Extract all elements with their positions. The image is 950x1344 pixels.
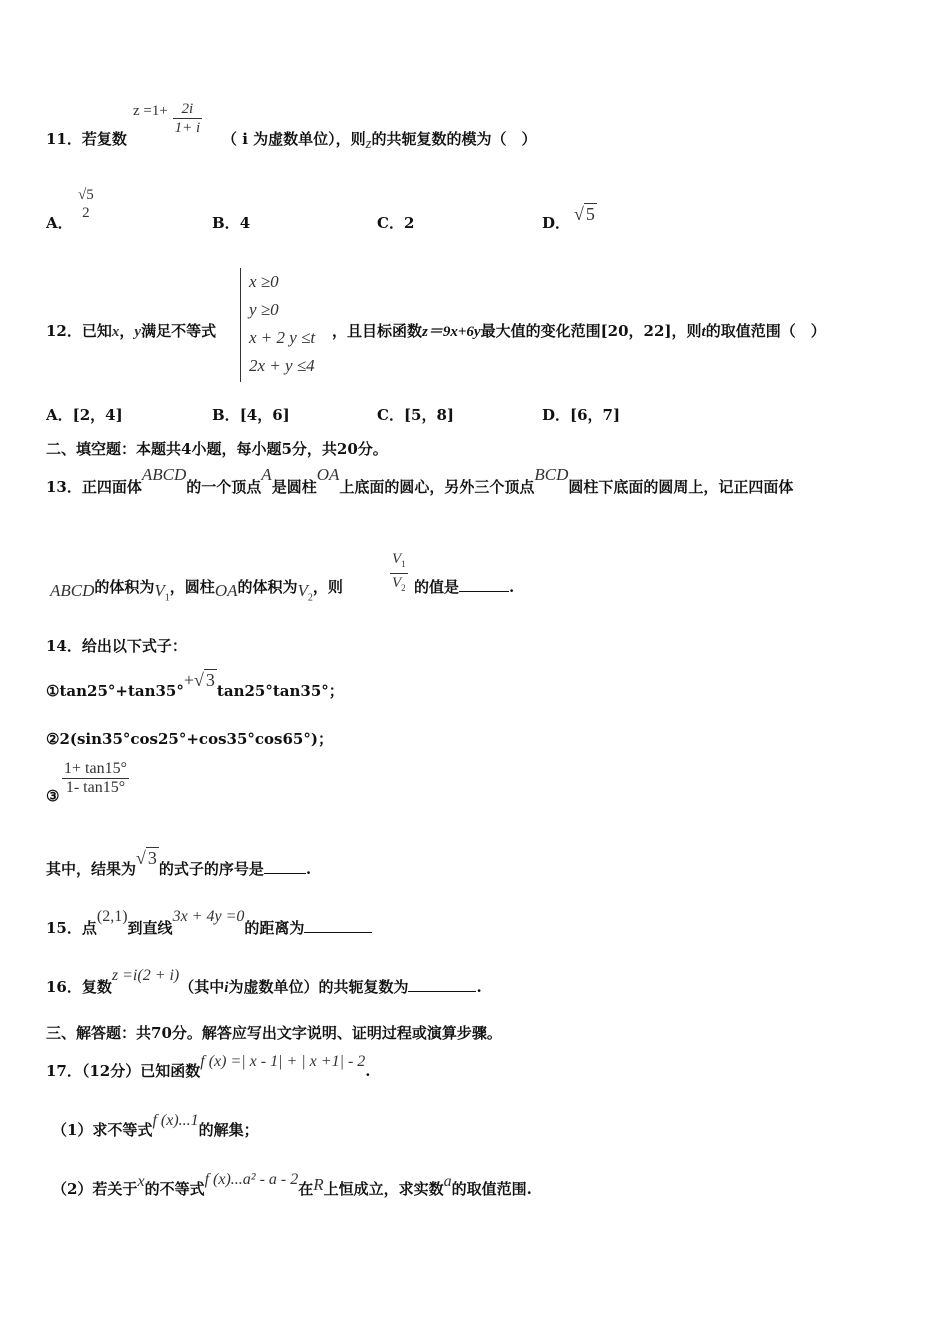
q16-period: . bbox=[476, 978, 482, 996]
q13-line1 bbox=[46, 465, 794, 497]
q11-option-b-label: B． bbox=[212, 214, 240, 232]
q13-end bbox=[414, 576, 514, 597]
q15-t1: 点 bbox=[81, 919, 97, 937]
q11-option-a-den: 2 bbox=[82, 205, 90, 221]
q13-v2-letter: V bbox=[297, 581, 308, 600]
q12-number: 12． bbox=[46, 322, 82, 340]
q15-answer-blank[interactable] bbox=[304, 932, 372, 933]
q11-frac-den: 1+ i bbox=[174, 120, 201, 136]
q12-ineq-2: y ≥0 bbox=[249, 300, 279, 319]
q14-item1-a: ①tan25°+tan35° bbox=[46, 682, 184, 700]
q14-item1-radicand: 3 bbox=[205, 670, 215, 690]
q13-v1-sub: 1 bbox=[164, 592, 170, 604]
q12-option-a-text: [2，4] bbox=[72, 406, 123, 424]
q14-result-a: 其中，结果为 bbox=[46, 860, 137, 878]
q13-t1: 正四面体 bbox=[81, 478, 142, 496]
q11-z-var: z bbox=[365, 136, 372, 152]
q16 bbox=[46, 967, 482, 997]
q12-comma: ， bbox=[119, 322, 135, 340]
q14-item3-fraction bbox=[62, 760, 129, 797]
q13-t8: 的体积为 bbox=[237, 578, 298, 596]
q11-fraction bbox=[173, 100, 203, 137]
q14-result bbox=[46, 848, 312, 879]
q14-item3-den: 1- tan15° bbox=[65, 779, 126, 796]
q11-option-d-sqrt: √ 5 bbox=[574, 204, 595, 224]
section3-heading: 三、解答题：共70分。解答应写出文字说明、证明过程或演算步骤。 bbox=[46, 1024, 502, 1042]
q15-number: 15． bbox=[46, 919, 82, 937]
q15 bbox=[46, 908, 372, 938]
q14-item1-plus: + bbox=[183, 670, 195, 690]
q16-expr: z =i(2 + i) bbox=[111, 967, 180, 984]
q16-answer-blank[interactable] bbox=[408, 991, 476, 992]
q17-p1-b: 的解集； bbox=[198, 1121, 259, 1139]
q11-i-note: （ i 为虚数单位），则 bbox=[222, 130, 366, 148]
q12-option-d-label: D． bbox=[542, 406, 571, 424]
q12-text-c: ，且目标函数 bbox=[332, 322, 423, 340]
q13-t5: 圆柱下底面的圆周上，记正四面体 bbox=[568, 478, 794, 496]
q14-result-radicand: 3 bbox=[147, 848, 157, 868]
q13-oa2: OA bbox=[214, 581, 238, 600]
q17-score: （12分）已知函数 bbox=[81, 1062, 201, 1080]
q13-ratio-den-sub: 2 bbox=[401, 583, 406, 593]
q17-part2 bbox=[52, 1171, 532, 1199]
q17-p2-a-var: a bbox=[443, 1173, 452, 1190]
q16-i: i bbox=[224, 980, 229, 996]
q17-p2-e: 的取值范围. bbox=[451, 1180, 532, 1198]
q12-option-b-text: [4，6] bbox=[239, 406, 290, 424]
q11-option-c-label: C． bbox=[377, 214, 404, 232]
q13-ratio bbox=[390, 550, 408, 597]
q14-item3-num: 1+ tan15° bbox=[64, 760, 127, 777]
q14-result-sqrt: √ 3 bbox=[136, 848, 157, 868]
q12-inequality-system bbox=[240, 268, 315, 382]
q12-text-a: 已知 bbox=[81, 322, 112, 340]
q14-item1-b: tan25°tan35°； bbox=[216, 682, 344, 700]
q13-t4: 上底面的圆心，另外三个顶点 bbox=[339, 478, 535, 496]
q13-number: 13． bbox=[46, 478, 82, 496]
q11-option-d-label: D． bbox=[542, 214, 571, 232]
q17-p2-d: 上恒成立，求实数 bbox=[323, 1180, 444, 1198]
q12-t: t bbox=[701, 324, 706, 340]
q16-t1: 复数 bbox=[81, 978, 112, 996]
q12-option-b bbox=[212, 404, 290, 425]
section2-heading: 二、填空题：本题共4小题，每小题5分，共20分。 bbox=[46, 440, 388, 458]
q11-option-d-radicand: 5 bbox=[585, 204, 595, 224]
q12-option-c bbox=[377, 404, 454, 425]
q11-eq-lhs: z =1+ bbox=[133, 102, 168, 119]
q11-option-d bbox=[542, 212, 570, 233]
q12-ineq-1: x ≥0 bbox=[249, 272, 279, 291]
q12-text-d: 最大值的变化范围[20，22]，则 bbox=[480, 322, 702, 340]
q13-ratio-den-letter: V bbox=[392, 575, 402, 591]
q15-t2: 到直线 bbox=[127, 919, 173, 937]
q11-equation bbox=[133, 100, 202, 137]
q13-oa: OA bbox=[316, 465, 340, 484]
q13-t2: 的一个顶点 bbox=[186, 478, 262, 496]
q11-option-c bbox=[377, 212, 414, 233]
q14-item1 bbox=[46, 670, 344, 701]
q17-stem bbox=[46, 1053, 371, 1081]
q15-t3: 的距离为 bbox=[244, 919, 305, 937]
q12-ineq-4: 2x + y ≤4 bbox=[249, 356, 315, 375]
q12-y: y bbox=[134, 324, 142, 340]
q16-t2: （其中 bbox=[179, 978, 225, 996]
q17-p2-b: 的不等式 bbox=[144, 1180, 205, 1198]
q16-number: 16． bbox=[46, 978, 82, 996]
q12-x: x bbox=[111, 324, 120, 340]
q14-result-b: 的式子的序号是 bbox=[158, 860, 264, 878]
q17-p2-a: （2）若关于 bbox=[52, 1180, 138, 1198]
q17-p1-a: （1）求不等式 bbox=[52, 1121, 153, 1139]
q14-item1-sqrt: +√ 3 bbox=[183, 670, 215, 690]
q14-period: . bbox=[305, 860, 312, 878]
q17-p1-expr: f (x)...1 bbox=[152, 1112, 199, 1129]
q11-option-a-num: √5 bbox=[78, 187, 94, 203]
q13-abcd: ABCD bbox=[141, 465, 187, 484]
q13-v2 bbox=[297, 581, 313, 604]
q13-t6: 的体积为 bbox=[94, 578, 155, 596]
q15-line-eq: 3x + 4y =0 bbox=[172, 908, 245, 925]
q13-bcd: BCD bbox=[534, 465, 569, 484]
q12-option-a-label: A． bbox=[46, 406, 73, 424]
q11-tail bbox=[222, 128, 537, 152]
q13-ratio-den bbox=[390, 574, 408, 597]
q13-t10: 的值是 bbox=[414, 578, 460, 596]
q11-option-a-fraction bbox=[76, 186, 96, 222]
q12-option-a bbox=[46, 404, 123, 425]
q17-p2-expr: f (x)...a² - a - 2 bbox=[204, 1171, 299, 1188]
q13-v2-sub: 2 bbox=[307, 592, 313, 604]
q13-ratio-num-sub: 1 bbox=[401, 559, 406, 569]
q13-abcd2: ABCD bbox=[50, 581, 95, 600]
q13-v1 bbox=[154, 581, 170, 604]
q11-option-b-text: 4 bbox=[239, 214, 251, 232]
q12-stem bbox=[46, 320, 216, 341]
q12-objective: z＝9x+6y bbox=[422, 324, 481, 340]
q11-number: 11． bbox=[46, 130, 82, 148]
q14-item3-mark: ③ bbox=[46, 787, 60, 805]
q12-option-c-label: C． bbox=[377, 406, 404, 424]
q13-ratio-num-letter: V bbox=[392, 551, 402, 567]
q12-option-d-text: [6，7] bbox=[570, 406, 621, 424]
q17-period: . bbox=[365, 1062, 371, 1080]
q17-p2-x: x bbox=[137, 1173, 145, 1190]
q11-option-b bbox=[212, 212, 250, 233]
q15-point: (2,1) bbox=[96, 908, 128, 925]
q13-answer-blank[interactable] bbox=[459, 591, 509, 592]
q11-frac-num: 2i bbox=[173, 100, 203, 119]
q17-p2-r: R bbox=[313, 1175, 324, 1194]
q17-part1 bbox=[52, 1112, 259, 1140]
q12-text-b: 满足不等式 bbox=[141, 322, 217, 340]
q12-text-e: 的取值范围（ ） bbox=[705, 322, 826, 340]
q11-option-a-label: A． bbox=[46, 214, 73, 232]
q17-number: 17． bbox=[46, 1062, 82, 1080]
q13-t7: ，圆柱 bbox=[169, 578, 215, 596]
q14-answer-blank[interactable] bbox=[264, 873, 306, 874]
q14-item2: ②2(sin35°cos25°+cos35°cos65°)； bbox=[46, 730, 333, 748]
q13-t3: 是圆柱 bbox=[271, 478, 317, 496]
q13-t9: ，则 bbox=[312, 578, 343, 596]
q13-a: A bbox=[261, 465, 272, 484]
q13-v1-letter: V bbox=[154, 581, 165, 600]
q11-prefix: 若复数 bbox=[81, 130, 127, 148]
q12-option-c-text: [5，8] bbox=[403, 406, 455, 424]
q13-line2 bbox=[50, 576, 343, 604]
q13-ratio-num bbox=[390, 550, 408, 574]
q12-option-d bbox=[542, 404, 620, 425]
q13-period: . bbox=[509, 578, 515, 596]
q11-option-a bbox=[46, 212, 73, 233]
q17-func: f (x) =| x - 1| + | x +1| - 2 bbox=[200, 1053, 366, 1070]
q11-suffix: 的共轭复数的模为（ ） bbox=[371, 130, 537, 148]
q12-option-b-label: B． bbox=[212, 406, 240, 424]
q14-header: 14．给出以下式子： bbox=[46, 637, 187, 655]
q17-p2-c: 在 bbox=[298, 1180, 314, 1198]
q11-stem bbox=[46, 128, 127, 149]
q11-option-c-text: 2 bbox=[403, 214, 415, 232]
q12-tail bbox=[332, 320, 826, 341]
q12-ineq-3: x + 2 y ≤t bbox=[249, 328, 316, 347]
q16-t3: 为虚数单位）的共轭复数为 bbox=[228, 978, 409, 996]
